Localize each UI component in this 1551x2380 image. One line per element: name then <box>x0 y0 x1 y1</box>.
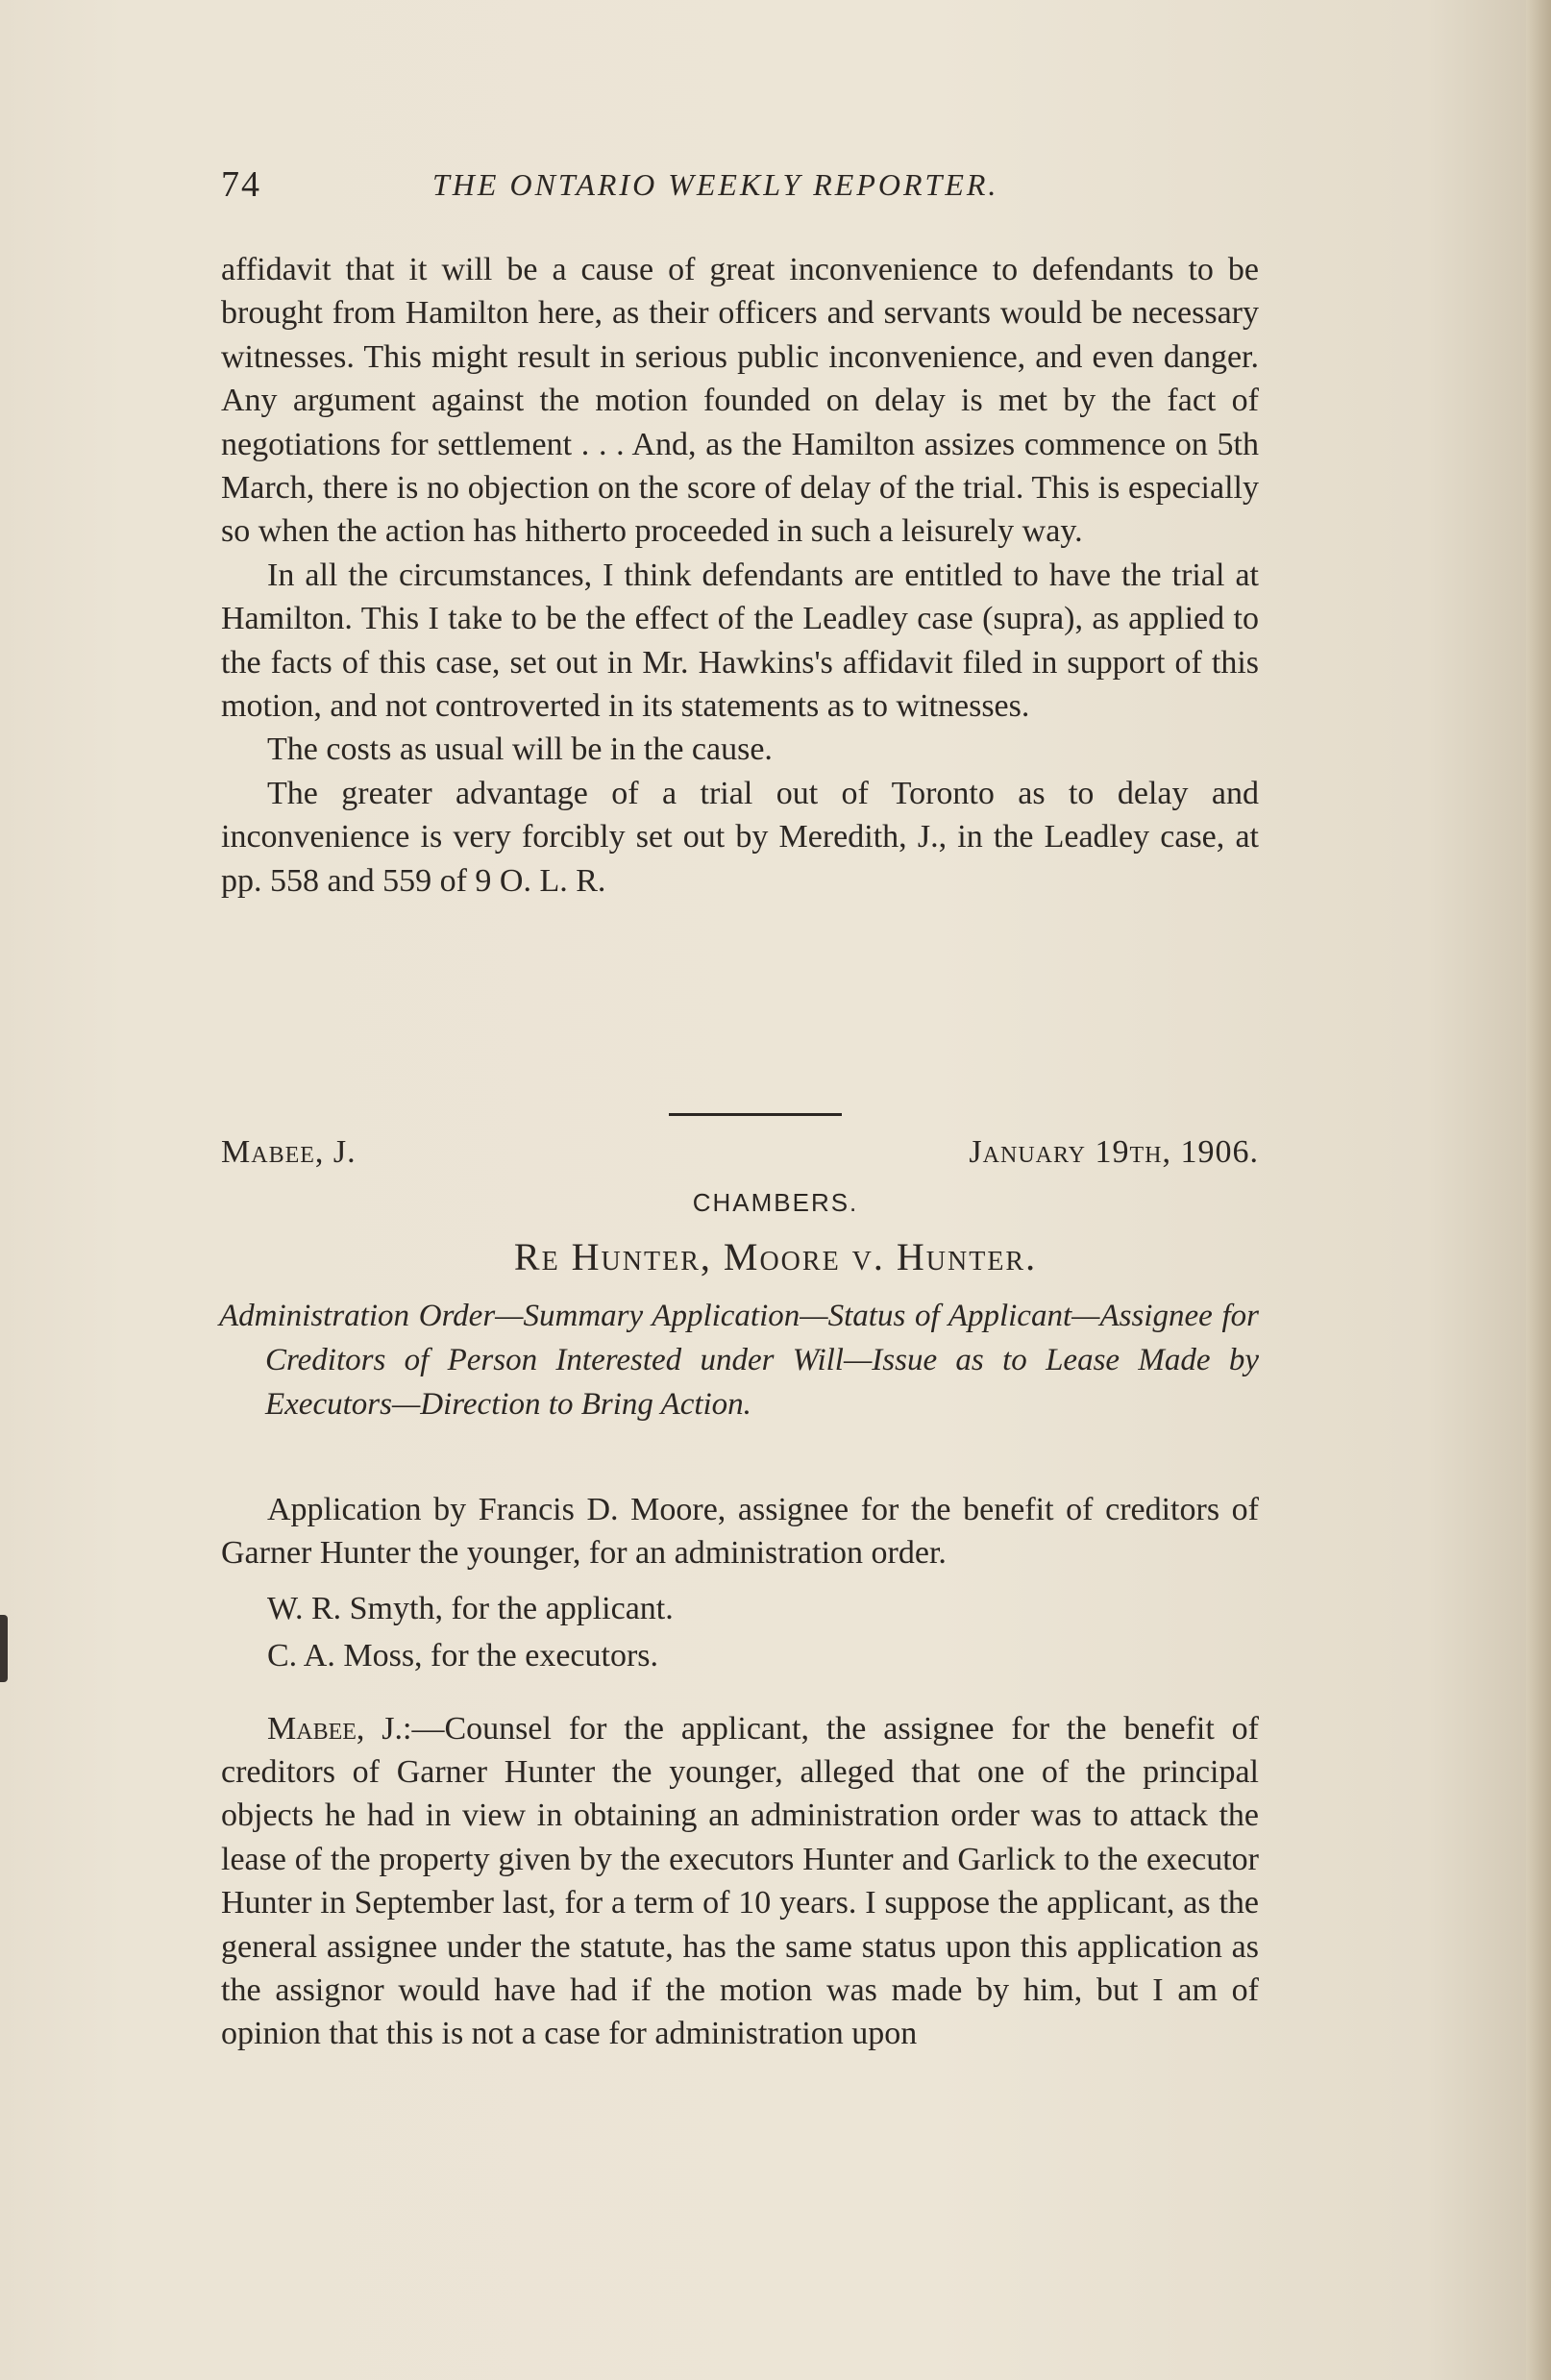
court-name: CHAMBERS. <box>692 1188 859 1217</box>
page-number: 74 <box>221 164 261 205</box>
decision-date: January 19th, 1906. <box>969 1134 1259 1170</box>
judgment-speaker: Mabee, J.: <box>267 1710 412 1747</box>
counsel-applicant: W. R. Smyth, for the applicant. <box>267 1590 674 1626</box>
section-divider <box>669 1113 842 1116</box>
opinion-continuation <box>221 248 1259 903</box>
journal-title: THE ONTARIO WEEKLY REPORTER. <box>432 167 999 202</box>
case-title: Re Hunter, Moore v. Hunter. <box>513 1235 1038 1278</box>
application-paragraph: Application by Francis D. Moore, assignee for the benefit of creditors of Garner Hunter the younger, for an administration order. <box>221 1492 1259 1572</box>
judge-date-line <box>221 1134 1259 1178</box>
headnote: Administration Order—Summary Application—Status of Applicant—Assignee for Creditors of Person Interested under Will—Issue as to Lease Made by Executors—Direction to Bring Action. <box>219 1299 1259 1422</box>
case-body <box>221 1488 1259 2056</box>
judge-name: Mabee, J. <box>221 1134 357 1170</box>
paragraph: The greater advantage of a trial out of Toronto as to delay and inconvenience is very forcibly set out by Meredith, J., in the Leadley case, at pp. 558 and 559 of 9 O. L. R. <box>221 775 1259 899</box>
running-head <box>221 163 1259 211</box>
binding-mark <box>0 1615 8 1682</box>
judgment-paragraph <box>221 1707 1259 2056</box>
paragraph: In all the circumstances, I think defendants are entitled to have the trial at Hamilton. This I take to be the effect of the Leadley case (supra), as applied to the facts of this case, set out in Mr. Hawkins's affidavit filed in support of this motion, and not controverted in its statements as to witnesses. <box>221 557 1259 725</box>
paragraph: affidavit that it will be a cause of great inconvenience to defendants to be brought from Hamilton here, as their officers and servants would be necessary witnesses. This might result in serious public inconvenience, and even danger. Any argument against the motion founded on delay is met by the fact of negotiations for settlement . . . And, as the Hamilton assizes commence on 5th March, there is no objection on the score of delay of the trial. This is especially so when the action has hitherto proceeded in such a leisurely way. <box>221 252 1259 550</box>
paragraph: The costs as usual will be in the cause. <box>267 731 773 768</box>
counsel-executors: C. A. Moss, for the executors. <box>267 1638 659 1674</box>
judgment-text: —Counsel for the applicant, the assignee for the benefit of creditors of Garner Hunter the younger, alleged that one of the principal objects he had in view in obtaining an administration order was to attack the lease of the property given by the executors Hunter and Garlick to the executor Hunter in September last, for a term of 10 years. I suppose the applicant, as the general assignee under the statute, has the same status upon this application as the assignor would have had if the motion was made by him, but I am of opinion that this is not a case for administration upon <box>221 1710 1259 2052</box>
